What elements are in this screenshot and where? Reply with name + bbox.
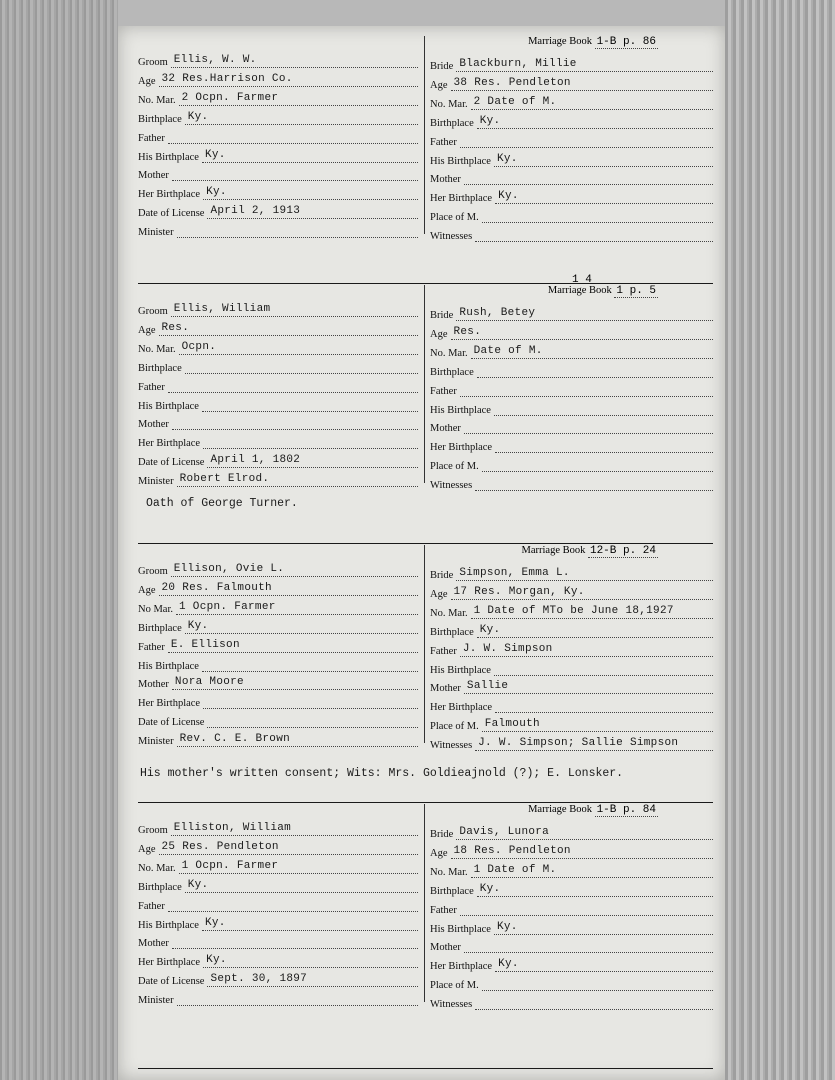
groom-field-row [138,635,418,653]
marriage-book-reference [430,804,713,820]
bride-field-label: Father [430,904,457,916]
bride-field-label: Bride [430,310,454,321]
groom-field-value: 20 Res. Falmouth [159,581,419,596]
bride-field-row [430,92,713,110]
page-bottom-rule [138,1068,713,1069]
bride-field-value [495,438,713,453]
groom-field-value: Ky. [203,953,418,968]
bride-field-row [430,303,713,321]
card-annotation: His mother's written consent; Wits: Mrs. Goldieajnold (?); E. Lonsker. [140,767,624,780]
bride-field-row [430,205,713,223]
groom-field-value [185,359,418,374]
bride-field-label: Father [430,385,457,397]
marriage-book-value: 1 p. 5 [616,285,656,297]
bride-field-value [460,901,713,916]
bride-field-row [430,563,713,581]
groom-field-label: His Birthplace [138,919,199,931]
bride-field-label: Her Birthplace [430,193,493,205]
bride-field-label: Age [430,588,448,600]
bride-field-label: No. Mar. [430,98,468,110]
groom-field-value: April 1, 1802 [207,453,418,468]
groom-field-label: Minister [138,227,174,239]
groom-field-value [202,657,418,672]
groom-field-label: No Mar. [138,603,173,615]
groom-field-row [138,950,418,968]
bride-field-label: Her Birthplace [430,442,493,454]
groom-field-value [172,166,418,181]
bride-field-label: Witnesses [430,231,473,243]
groom-field-row [138,654,418,672]
marriage-book-label: Marriage Book [528,36,592,47]
bride-field-value: Ky. [477,114,713,129]
groom-field-row [138,931,418,949]
groom-field-value [168,129,418,144]
bride-field-label: No. Mar. [430,347,468,359]
groom-field-value: 25 Res. Pendleton [159,840,419,855]
groom-field-value: Ky. [203,185,418,200]
groom-field-value [203,434,418,449]
bride-field-label: Place of M. [430,461,479,473]
bride-field-label: Witnesses [430,480,473,492]
groom-field-label: Groom [138,306,168,317]
groom-field-value: Robert Elrod. [177,472,418,487]
groom-field-row [138,88,418,106]
groom-field-value [207,713,418,728]
groom-field-value: 1 Ocpn. Farmer [176,600,418,615]
groom-field-label: Mother [138,938,169,950]
groom-field-label: Age [138,843,156,855]
groom-field-row [138,969,418,987]
groom-field-value [168,378,418,393]
bride-field-label: Place of M. [430,212,479,224]
groom-field-label: Groom [138,825,168,836]
bride-field-label: Birthplace [430,366,474,378]
marriage-card [118,274,725,525]
bride-field-label: His Birthplace [430,664,491,676]
groom-field-label: Minister [138,476,174,488]
groom-field-value: Ky. [185,110,418,125]
groom-field-value: Sept. 30, 1897 [207,972,418,987]
groom-field-label: Date of License [138,208,205,220]
bride-field-row [430,167,713,185]
groom-field-row [138,356,418,374]
bride-field-row [430,898,713,916]
bride-field-row [430,435,713,453]
bride-field-row [430,186,713,204]
groom-field-value: Ky. [202,916,418,931]
card-annotation: Oath of George Turner. [146,497,298,510]
bride-field-row [430,676,713,694]
groom-field-label: Father [138,641,165,653]
groom-field-row [138,182,418,200]
groom-field-row [138,163,418,181]
bride-field-value: 38 Res. Pendleton [451,76,714,91]
bride-field-row [430,860,713,878]
record-page [118,26,725,1080]
bride-field-value [494,401,713,416]
bride-field-row [430,639,713,657]
groom-field-row [138,672,418,690]
groom-field-value: E. Ellison [168,638,418,653]
groom-field-value [177,991,418,1006]
groom-field-label: No. Mar. [138,862,176,874]
bride-field-value [460,382,713,397]
bride-field-value [475,476,713,491]
bride-field-label: Mother [430,942,461,954]
bride-field-row [430,841,713,859]
groom-field-value: Ky. [185,619,418,634]
bride-field-value: Ky. [494,152,713,167]
groom-field-label: Mother [138,419,169,431]
bride-field-label: Her Birthplace [430,961,493,973]
groom-field-label: No. Mar. [138,94,176,106]
bride-field-value [460,133,713,148]
bride-field-row [430,73,713,91]
groom-field-row [138,201,418,219]
groom-field-value: Ocpn. [179,340,418,355]
bride-field-row [430,149,713,167]
bride-field-label: Birthplace [430,885,474,897]
groom-field-row [138,220,418,238]
bride-field-row [430,130,713,148]
groom-field-row [138,818,418,836]
groom-field-row [138,318,418,336]
card-top-rule [138,802,713,803]
marriage-book-reference [430,285,713,301]
groom-field-label: Date of License [138,976,205,988]
marriage-book-reference [430,36,713,52]
bride-field-value [464,419,713,434]
groom-field-row [138,107,418,125]
marriage-card [118,804,725,1044]
bride-field-value: 17 Res. Morgan, Ky. [451,585,714,600]
bride-field-label: Place of M. [430,980,479,992]
groom-field-value: April 2, 1913 [207,204,418,219]
bride-field-value: 18 Res. Pendleton [451,844,714,859]
groom-field-value [168,897,418,912]
groom-field-row [138,126,418,144]
marriage-book-value: 12-B p. 24 [589,545,656,557]
bride-field-label: His Birthplace [430,155,491,167]
marriage-book-value: 1-B p. 86 [596,36,656,48]
bride-field-value: J. W. Simpson [460,642,713,657]
bride-field-row [430,992,713,1010]
groom-field-label: Father [138,132,165,144]
groom-field-row [138,913,418,931]
bride-field-label: Bride [430,61,454,72]
card-top-rule [138,543,713,544]
bride-field-label: Age [430,79,448,91]
bride-field-value: Blackburn, Millie [456,57,713,72]
bride-field-row [430,341,713,359]
bride-field-value: Ky. [495,189,713,204]
groom-field-row [138,710,418,728]
bride-field-label: Witnesses [430,740,473,752]
bride-field-row [430,714,713,732]
bride-field-label: Mother [430,174,461,186]
bride-field-label: Birthplace [430,626,474,638]
groom-field-value: Nora Moore [172,675,418,690]
groom-field-row [138,394,418,412]
groom-field-label: Minister [138,995,174,1007]
bride-field-label: His Birthplace [430,404,491,416]
bride-field-value: Simpson, Emma L. [456,566,713,581]
marriage-book-reference [430,545,713,561]
groom-field-label: Minister [138,736,174,748]
bride-field-row [430,935,713,953]
bride-field-label: No. Mar. [430,866,468,878]
groom-field-row [138,337,418,355]
bride-field-row [430,973,713,991]
groom-field-row [138,450,418,468]
bride-field-label: Her Birthplace [430,702,493,714]
groom-field-value: Ellis, W. W. [171,53,418,68]
bride-field-value: Ky. [494,920,713,935]
groom-field-label: Her Birthplace [138,438,201,450]
column-divider [424,545,425,743]
groom-field-label: Date of License [138,717,205,729]
bride-field-value: Ky. [477,882,713,897]
bride-field-value: Falmouth [482,717,713,732]
groom-field-value: 32 Res.Harrison Co. [159,72,419,87]
bride-field-value: 1 Date of MTo be June 18,1927 [471,604,713,619]
marriage-card [118,36,725,276]
groom-field-row [138,578,418,596]
bride-field-label: Father [430,645,457,657]
bride-field-label: No. Mar. [430,607,468,619]
bride-field-row [430,879,713,897]
bride-field-row [430,954,713,972]
bride-field-label: Age [430,847,448,859]
groom-field-label: Father [138,381,165,393]
bride-field-value: 2 Date of M. [471,95,713,110]
groom-field-value: Rev. C. E. Brown [177,732,418,747]
bride-field-row [430,658,713,676]
marriage-book-label: Marriage Book [521,545,586,556]
groom-field-value [172,415,418,430]
groom-field-row [138,50,418,68]
groom-field-row [138,299,418,317]
bride-field-label: Bride [430,829,454,840]
groom-field-label: Groom [138,566,168,577]
groom-field-label: Her Birthplace [138,189,201,201]
bride-field-row [430,416,713,434]
bride-field-value: Ky. [495,957,713,972]
groom-field-row [138,431,418,449]
bride-field-value [482,976,713,991]
bride-field-row [430,582,713,600]
groom-field-row [138,375,418,393]
marriage-book-value: 1-B p. 84 [596,804,656,816]
groom-field-label: Age [138,584,156,596]
groom-field-row [138,616,418,634]
groom-field-row [138,837,418,855]
book-superscript: 1 4 [572,274,592,286]
bride-field-row [430,733,713,751]
groom-field-label: Groom [138,57,168,68]
bride-field-label: Bride [430,570,454,581]
groom-field-label: Birthplace [138,362,182,374]
groom-field-label: Date of License [138,457,205,469]
bride-field-row [430,620,713,638]
groom-field-row [138,559,418,577]
bride-field-value [475,227,713,242]
bride-field-label: Age [430,328,448,340]
groom-field-label: Age [138,75,156,87]
bride-field-row [430,398,713,416]
groom-field-label: Birthplace [138,113,182,125]
column-divider [424,804,425,1002]
groom-field-value [203,694,418,709]
groom-field-value: 1 Ocpn. Farmer [179,859,418,874]
groom-field-row [138,469,418,487]
groom-field-value: Ky. [185,878,418,893]
groom-field-row [138,691,418,709]
marriage-book-label: Marriage Book [528,804,592,815]
scan-margin-right [725,0,835,1080]
bride-field-value [494,661,713,676]
bride-field-value [495,698,713,713]
bride-field-value [482,208,713,223]
bride-field-label: Mother [430,683,461,695]
bride-field-row [430,360,713,378]
groom-field-row [138,597,418,615]
bride-field-row [430,822,713,840]
bride-field-label: Witnesses [430,999,473,1011]
groom-field-label: No. Mar. [138,343,176,355]
groom-field-label: Her Birthplace [138,698,201,710]
groom-field-row [138,856,418,874]
bride-field-label: Place of M. [430,721,479,733]
bride-field-row [430,322,713,340]
groom-field-row [138,69,418,87]
marriage-book-label: Marriage Book [547,285,612,296]
groom-field-label: Mother [138,679,169,691]
groom-field-label: His Birthplace [138,660,199,672]
groom-field-label: Birthplace [138,881,182,893]
groom-field-row [138,729,418,747]
bride-field-row [430,454,713,472]
bride-field-row [430,111,713,129]
groom-field-label: Age [138,324,156,336]
bride-field-value: J. W. Simpson; Sallie Simpson [475,736,713,751]
bride-field-value: Rush, Betey [456,306,713,321]
groom-field-label: Her Birthplace [138,957,201,969]
bride-field-row [430,224,713,242]
bride-field-value: Res. [451,325,714,340]
bride-field-value [482,457,713,472]
marriage-card [118,545,725,785]
groom-field-row [138,412,418,430]
groom-field-value [202,397,418,412]
bride-field-value: Date of M. [471,344,713,359]
groom-field-value: Elliston, William [171,821,418,836]
groom-field-row [138,875,418,893]
groom-field-value: Ky. [202,148,418,163]
bride-field-row [430,473,713,491]
bride-field-value: Davis, Lunora [456,825,713,840]
groom-field-label: Mother [138,170,169,182]
bride-field-value [464,170,713,185]
card-top-rule [138,283,713,284]
scan-margin-left [0,0,118,1080]
column-divider [424,285,425,483]
bride-field-label: Mother [430,423,461,435]
bride-field-label: Birthplace [430,117,474,129]
groom-field-row [138,988,418,1006]
bride-field-value: Ky. [477,623,713,638]
groom-field-label: His Birthplace [138,151,199,163]
bride-field-label: His Birthplace [430,923,491,935]
bride-field-row [430,54,713,72]
column-divider [424,36,425,234]
bride-field-value: Sallie [464,679,713,694]
groom-field-row [138,894,418,912]
groom-field-row [138,145,418,163]
groom-field-value: Ellis, William [171,302,418,317]
bride-field-value: 1 Date of M. [471,863,713,878]
groom-field-value [172,934,418,949]
bride-field-label: Father [430,136,457,148]
groom-field-value [177,223,418,238]
bride-field-row [430,601,713,619]
bride-field-row [430,379,713,397]
bride-field-value [477,363,713,378]
groom-field-label: Father [138,900,165,912]
groom-field-value: Ellison, Ovie L. [171,562,418,577]
groom-field-value: Res. [159,321,419,336]
groom-field-label: Birthplace [138,622,182,634]
bride-field-row [430,917,713,935]
groom-field-value: 2 Ocpn. Farmer [179,91,418,106]
bride-field-row [430,695,713,713]
bride-field-value [475,995,713,1010]
bride-field-value [464,938,713,953]
groom-field-label: His Birthplace [138,400,199,412]
